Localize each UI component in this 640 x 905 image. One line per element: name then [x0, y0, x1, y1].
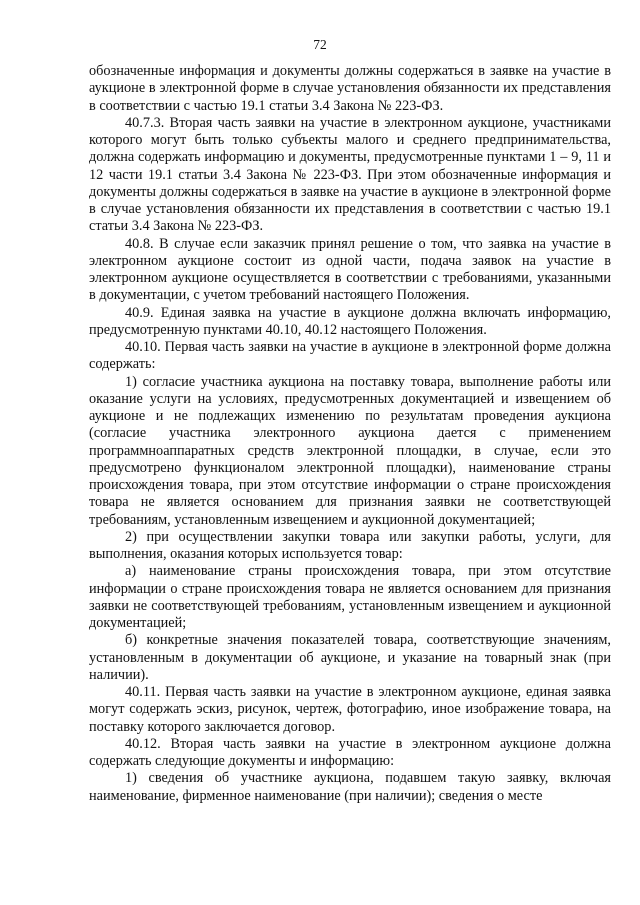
paragraph-40-12-item-1: 1) сведения об участнике аукциона, подавшем такую заявку, включая наименование, фирменное наименование (при наличии); сведения о месте [89, 770, 611, 804]
paragraph-40-10-item-2a: а) наименование страны происхождения товара, при этом отсутствие информации о стране происхождения товара не является основанием для признания заявки не соответствующей требованиям, установленным извещением и аукционной документацией; [89, 563, 611, 631]
paragraph-40-10-item-2: 2) при осуществлении закупки товара или закупки работы, услуги, для выполнения, оказания которых используется товар: [89, 528, 611, 562]
paragraph-40-11: 40.11. Первая часть заявки на участие в электронном аукционе, единая заявка могут содержать эскиз, рисунок, чертеж, фотографию, иное изображение товара, на поставку которого заключается договор. [89, 684, 611, 735]
paragraph-40-12: 40.12. Вторая часть заявки на участие в электронном аукционе должна содержать следующие документы и информацию: [89, 735, 611, 769]
paragraph-40-7-3: 40.7.3. Вторая часть заявки на участие в электронном аукционе, участниками которого могут быть только субъекты малого и среднего предпринимательства, должна содержать информацию и документы, предусмотренные пунктами 1 – 9, 11 и 12 части 19.1 статьи 3.4 Закона № 223-ФЗ. При этом обозначенные информация и документы должны содержаться в заявке на участие в аукционе в электронной форме в случае установления обязанности их представления в соответствии с частью 19.1 статьи 3.4 Закона № 223-ФЗ. [89, 114, 611, 235]
paragraph-40-10-item-1: 1) согласие участника аукциона на поставку товара, выполнение работы или оказание услуги на условиях, предусмотренных документацией и извещением об аукционе и не подлежащих изменению по результатам проведения аукциона (согласие участника электронного аукциона дается с применением программноаппаратных средств электронной площадки, в случае, если это предусмотрено функционалом электронной площадки), наименование страны происхождения товара, при этом отсутствие информации о стране происхождения товара не является основанием для признания заявки не соответствующей требованиям, установленным извещением и аукционной документацией; [89, 373, 611, 528]
paragraph-40-10: 40.10. Первая часть заявки на участие в аукционе в электронной форме должна содержать: [89, 339, 611, 373]
page-number: 72 [313, 37, 327, 52]
paragraph-40-8: 40.8. В случае если заказчик принял решение о том, что заявка на участие в электронном аукционе состоит из одной части, подача заявок на участие в электронном аукционе осуществляется в соответствии с требованиями, указанными в документации, с учетом требований настоящего Положения. [89, 235, 611, 304]
paragraph-40-9: 40.9. Единая заявка на участие в аукционе должна включать информацию, предусмотренную пунктами 40.10, 40.12 настоящего Положения. [89, 304, 611, 338]
paragraph-40-10-item-2b: б) конкретные значения показателей товара, соответствующие значениям, установленным в документации об аукционе, и указание на товарный знак (при наличии). [89, 632, 611, 683]
paragraph-continuation: обозначенные информация и документы должны содержаться в заявке на участие в аукционе в электронной форме в случае установления обязанности их представления в соответствии с частью 19.1 статьи 3.4 Закона № 223-ФЗ. [89, 63, 611, 114]
document-body [89, 63, 611, 805]
